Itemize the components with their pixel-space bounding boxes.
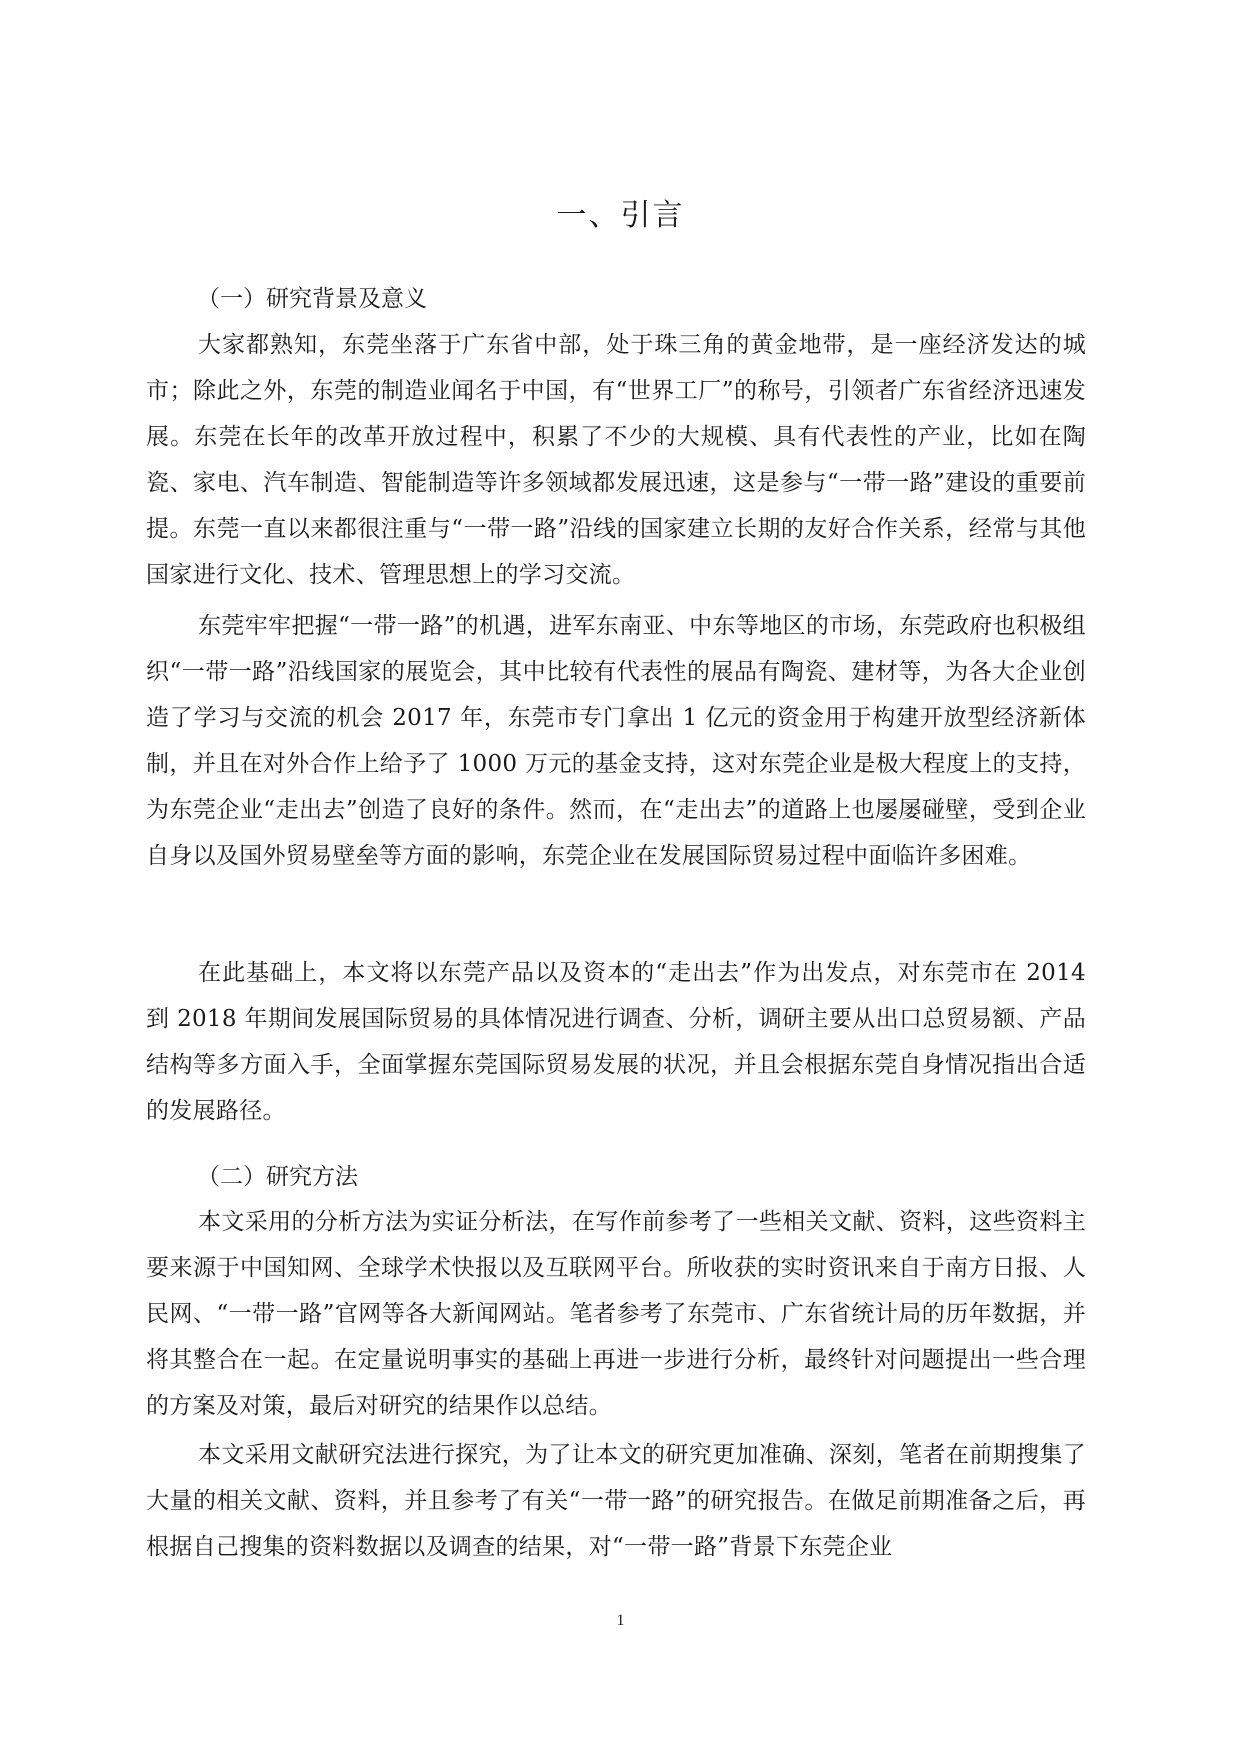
section-heading-methods: （二）研究方法	[197, 1164, 358, 1190]
paragraph: 大家都熟知，东莞坐落于广东省中部，处于珠三角的黄金地带，是一座经济发达的城市；除此之外，东莞的制造业闻名于中国，有“世界工厂”的称号，引领者广东省经济迅速发展。东莞在长年的改革开放过程中，积累了不少的大规模、具有代表性的产业，比如在陶瓷、家电、汽车制造、智能制造等许多领域都发展迅速，这是参与“一带一路”建设的重要前提。东莞一直以来都很注重与“一带一路”沿线的国家建立长期的友好合作关系，经常与其他国家进行文化、技术、管理思想上的学习交流。	[146, 332, 1086, 588]
paragraph: 在此基础上，本文将以东莞产品以及资本的“走出去”作为出发点，对东莞市在 2014 到 2018 年期间发展国际贸易的具体情况进行调查、分析，调研主要从出口总贸易额、产品结构等多方面入手，全面掌握东莞国际贸易发展的状况，并且会根据东莞自身情况指出合适的发展路径。	[146, 960, 1086, 1124]
page-number: 1	[616, 1612, 625, 1629]
paragraph: 本文采用文献研究法进行探究，为了让本文的研究更加准确、深刻，笔者在前期搜集了大量的相关文献、资料，并且参考了有关“一带一路”的研究报告。在做足前期准备之后，再根据自己搜集的资料数据以及调查的结果，对“一带一路”背景下东莞企业	[146, 1442, 1086, 1560]
chapter-title: 一、引言	[556, 198, 685, 233]
section-heading-background: （一）研究背景及意义	[197, 286, 427, 312]
paragraph: 本文采用的分析方法为实证分析法，在写作前参考了一些相关文献、资料，这些资料主要来源于中国知网、全球学术快报以及互联网平台。所收获的实时资讯来自于南方日报、人民网、“一带一路”官网等各大新闻网站。笔者参考了东莞市、广东省统计局的历年数据，并将其整合在一起。在定量说明事实的基础上再进一步进行分析，最终针对问题提出一些合理的方案及对策，最后对研究的结果作以总结。	[146, 1209, 1086, 1419]
paragraph: 东莞牢牢把握“一带一路”的机遇，进军东南亚、中东等地区的市场，东莞政府也积极组织“一带一路”沿线国家的展览会，其中比较有代表性的展品有陶瓷、建材等，为各大企业创造了学习与交流的机会 2017 年，东莞市专门拿出 1 亿元的资金用于构建开放型经济新体制，并且在对外合作上给予了 1000 万元的基金支持，这对东莞企业是极大程度上的支持，为东莞企业“走出去”创造了良好的条件。然而，在“走出去”的道路上也屡屡碰壁，受到企业自身以及国外贸易壁垒等方面的影响，东莞企业在发展国际贸易过程中面临许多困难。	[146, 613, 1086, 869]
